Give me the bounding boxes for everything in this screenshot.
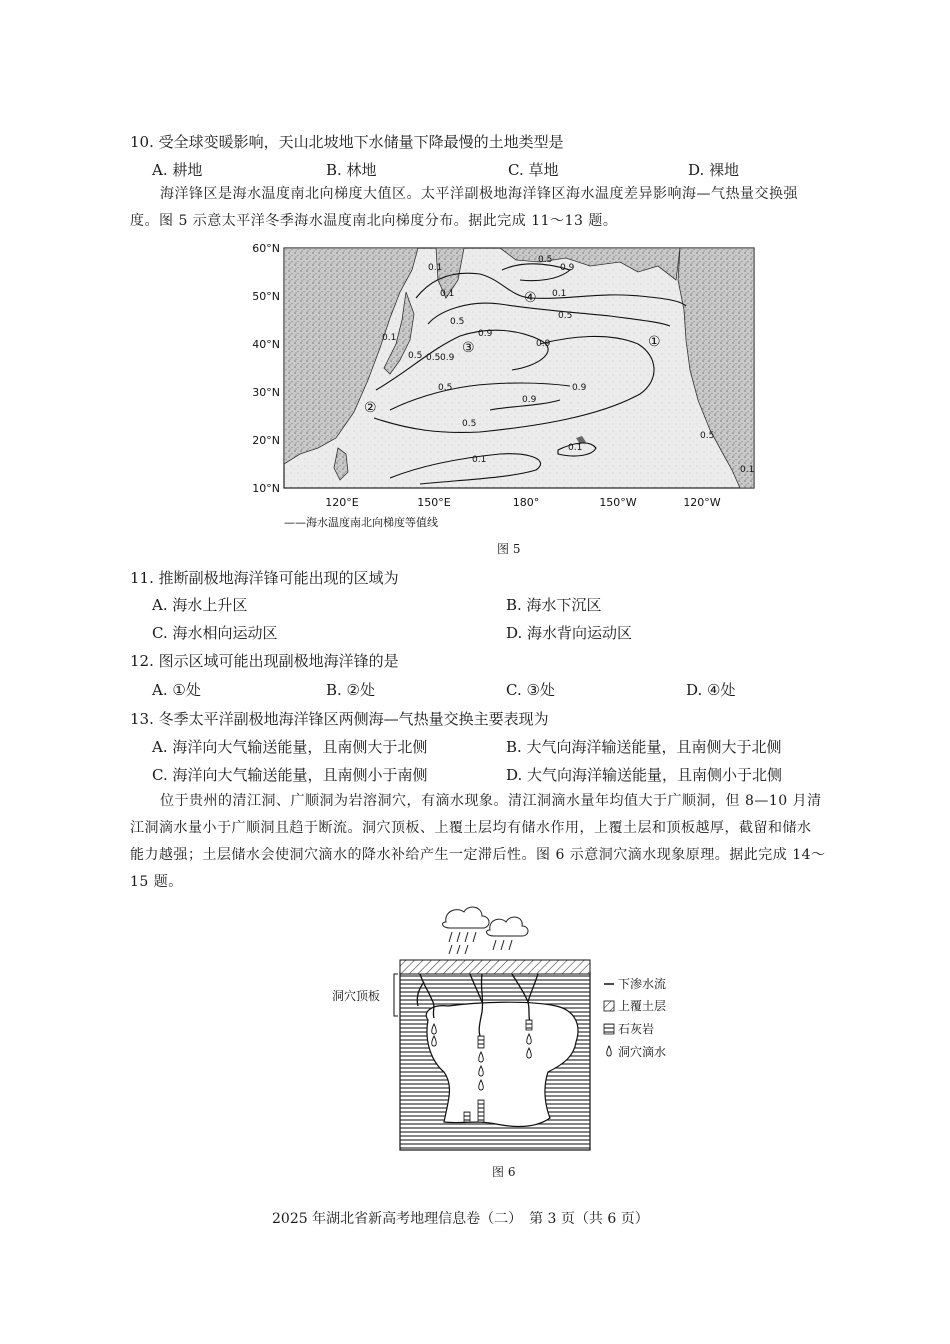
q12-option-a: A. ①处 [152,681,201,699]
passage2-line1: 位于贵州的清江洞、广顺洞为岩溶洞穴，有滴水现象。清江洞滴水量年均值大于广顺洞，但 8—10 月清 [160,793,822,809]
overlying-soil-layer [400,960,590,974]
q13-option-d: D. 大气向海洋输送能量，且南侧小于北侧 [506,766,783,784]
contour-label: 0.5 [700,431,715,441]
q10-option-c: C. 草地 [508,161,559,179]
passage1-line1: 海洋锋区是海水温度南北向梯度大值区。太平洋副极地海洋锋区海水温度差异影响海—气热量交换强 [160,186,798,202]
contour-label: 0.5 [538,255,553,265]
contour-label: 0.9 [536,339,551,349]
passage1-line2: 度。图 5 示意太平洋冬季海水温度南北向梯度分布。据此完成 11～13 题。 [130,213,618,229]
q11-option-c: C. 海水相向运动区 [152,624,278,642]
contour-label: 0.9 [440,353,455,363]
cave-roof-label: 洞穴顶板 [332,989,381,1003]
cave-roof-bracket [394,974,398,1016]
lat-label: 40°N [252,338,280,351]
contour-label: 0.1 [440,289,455,299]
contour-label: 0.1 [428,263,443,273]
legend-limestone: 石灰岩 [618,1022,655,1036]
q13-stem: 13. 冬季太平洋副极地海洋锋区两侧海—气热量交换主要表现为 [130,710,549,728]
q12-option-b: B. ②处 [326,681,376,699]
q13-option-a: A. 海洋向大气输送能量，且南侧大于北侧 [152,738,428,756]
soil-legend-icon [604,1001,614,1011]
q11-option-a: A. 海水上升区 [152,596,248,614]
lon-label: 150°W [599,496,637,509]
q12-stem: 12. 图示区域可能出现副极地海洋锋的是 [130,652,399,670]
contour-label: 0.1 [552,289,567,299]
page-footer: 2025 年湖北省新高考地理信息卷（二） 第 3 页（共 6 页） [272,1211,649,1227]
marker-1: ① [648,334,661,350]
legend-drip: 洞穴滴水 [618,1045,667,1059]
contour-label: 0.9 [478,329,493,339]
contour-label: 0.1 [382,333,397,343]
contour-label: 0.5 [558,311,573,321]
lat-label: 50°N [252,290,280,303]
drip-legend-icon [607,1046,612,1056]
marker-3: ③ [462,340,475,356]
lat-label: 30°N [252,386,280,399]
drip-outlet [526,1020,532,1030]
fig5-caption: 图 5 [497,542,521,556]
q10-option-d: D. 裸地 [688,161,740,179]
passage2-line4: 15 题。 [130,874,183,890]
lon-label: 120°W [683,496,721,509]
q13-option-b: B. 大气向海洋输送能量，且南侧大于北侧 [506,738,782,756]
contour-label: 0.1 [568,443,583,453]
fig5-legend: ——海水温度南北向梯度等值线 [284,516,438,529]
fig6-caption: 图 6 [492,1165,516,1179]
q10-stem: 10. 受全球变暖影响，天山北坡地下水储量下降最慢的土地类型是 [130,133,564,151]
contour-label: 0.1 [472,455,487,465]
contour-label: 0.5 [450,317,465,327]
legend-soil: 上覆土层 [618,999,667,1013]
lon-label: 120°E [325,496,359,509]
passage2-line2: 江洞滴水量小于广顺洞且趋于断流。洞穴顶板、上覆土层均有储水作用，上覆土层和顶板越厚，截留和储水 [130,820,812,836]
figure-5-map [240,240,780,532]
q12-option-d: D. ④处 [686,681,736,699]
q11-option-b: B. 海水下沉区 [506,596,602,614]
q11-option-d: D. 海水背向运动区 [506,624,633,642]
contour-label: 0.9 [560,263,575,273]
lat-label: 10°N [252,482,280,495]
q11-stem: 11. 推断副极地海洋锋可能出现的区域为 [130,569,399,587]
lat-label: 20°N [252,434,280,447]
stalagmite [478,1100,484,1122]
passage2-line3: 能力越强；土层储水会使洞穴滴水的降水补给产生一定滞后性。图 6 示意洞穴滴水现象原理。据此完成 14～ [130,847,826,863]
lat-label: 60°N [252,242,280,255]
contour-label: 0.5 [438,383,453,393]
marker-4: ④ [524,290,537,306]
limestone-legend-icon [604,1024,614,1034]
contour-label: 0.5 [426,353,441,363]
fig6-legend [604,976,666,1059]
figure-6-cave-diagram [328,902,688,1160]
marker-2: ② [364,400,377,416]
contour-label: 0.9 [572,383,587,393]
q13-option-c: C. 海洋向大气输送能量，且南侧小于南侧 [152,766,428,784]
cloud-icon [443,907,528,936]
contour-label: 0.5 [408,351,423,361]
contour-label: 0.1 [740,465,755,475]
contour-label: 0.9 [522,395,537,405]
q10-option-a: A. 耕地 [152,161,203,179]
stalagmite [464,1112,470,1122]
q10-option-b: B. 林地 [326,161,377,179]
drip-outlet [478,1036,484,1048]
lon-label: 150°E [417,496,451,509]
lon-label: 180° [512,496,540,509]
contour-label: 0.5 [462,419,477,429]
q12-option-c: C. ③处 [506,681,555,699]
legend-seepage: 下渗水流 [618,977,667,991]
